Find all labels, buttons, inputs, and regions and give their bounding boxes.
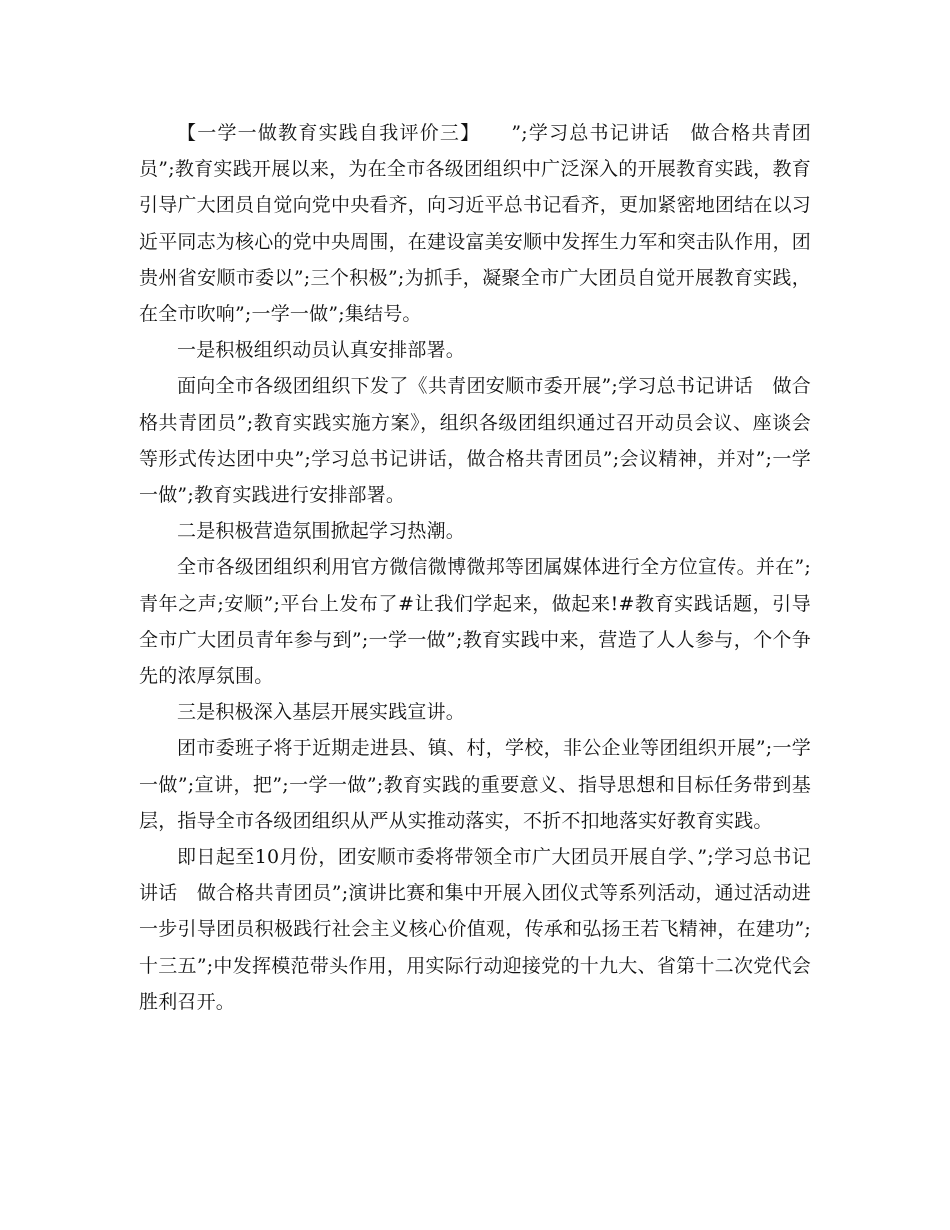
atmosphere-paragraph: 全市各级团组织利用官方微信微博微邦等团属媒体进行全方位宣传。并在”;青年之声;安顺”;平台上发布了#让我们学起来，做起来!#教育实践话题，引导全市广大团员青年参与到”;一学一做”;教育实践中来，营造了人人参与，个个争先的浓厚氛围。 xyxy=(139,556,811,688)
section-heading-grassroots: 三是积极深入基层开展实践宣讲。 xyxy=(177,701,466,724)
mobilization-paragraph: 面向全市各级团组织下发了《共青团安顺市委开展”;学习总书记讲话 做合格共青团员”;教育实践实施方案》，组织各级团组织通过召开动员会议、座谈会等形式传达团中央”;学习总书记讲话，做合格共青团员”;会议精神，并对”;一学一做”;教育实践进行安排部署。 xyxy=(139,375,811,507)
activities-paragraph: 即日起至10月份，团安顺市委将带领全市广大团员开展自学、”;学习总书记讲话 做合格共青团员”;演讲比赛和集中开展入团仪式等系列活动，通过活动进一步引导团员积极践行社会主义核心价值观，传承和弘扬王若飞精神，在建功”;十三五”;中发挥模范带头作用，用实际行动迎接党的十九大、省第十二次党代会胜利召开。 xyxy=(139,846,811,1013)
intro-paragraph: 【一学一做教育实践自我评价三】 ”;学习总书记讲话 做合格共青团员”;教育实践开展以来，为在全市各级团组织中广泛深入的开展教育实践，教育引导广大团员自觉向党中央看齐，向习近平总书记看齐，更加紧密地团结在以习近平同志为核心的党中央周围，在建设富美安顺中发挥生力军和突击队作用，团贵州省安顺市委以”;三个积极”;为抓手，凝聚全市广大团员自觉开展教育实践，在全市吹响”;一学一做”;集结号。 xyxy=(139,122,812,326)
section-heading-mobilization: 一是积极组织动员认真安排部署。 xyxy=(177,339,466,362)
document-body xyxy=(139,115,811,1020)
grassroots-paragraph: 团市委班子将于近期走进县、镇、村，学校，非公企业等团组织开展”;一学一做”;宣讲，把”;一学一做”;教育实践的重要意义、指导思想和目标任务带到基层，指导全市各级团组织从严从实推动落实，不折不扣地落实好教育实践。 xyxy=(139,737,811,832)
section-heading-atmosphere: 二是积极营造氛围掀起学习热潮。 xyxy=(177,520,466,543)
